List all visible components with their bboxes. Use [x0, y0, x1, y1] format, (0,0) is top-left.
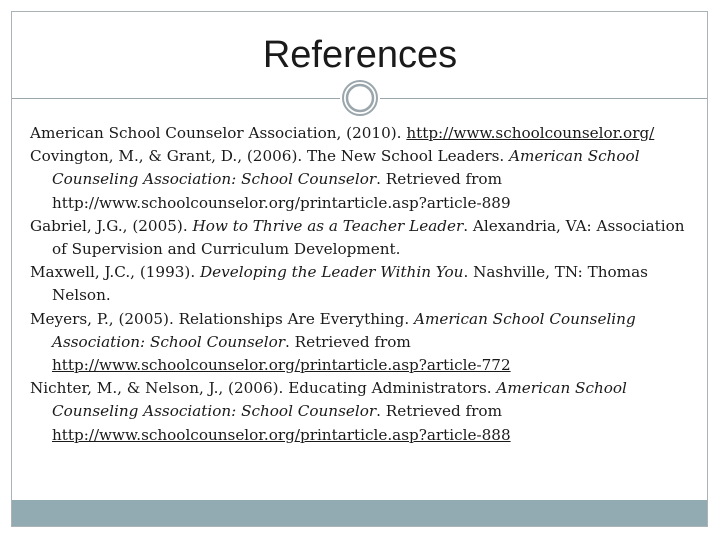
reference-item: Nichter, M., & Nelson, J., (2006). Educating Administrators. American School Counseling Association: School Counselor. Retrieved from http://www.schoolcounselor.org/printarticle.asp?article-888 — [30, 379, 627, 444]
title-divider-right — [380, 98, 707, 99]
reference-link[interactable]: http://www.schoolcounselor.org/printarticle.asp?article-888 — [52, 425, 511, 444]
title-divider-left — [12, 98, 340, 99]
reference-link[interactable]: http://www.schoolcounselor.org/ — [406, 124, 655, 142]
reference-link[interactable]: http://www.schoolcounselor.org/printarticle.asp?article-772 — [52, 356, 511, 375]
reference-item: Maxwell, J.C., (1993). Developing the Leader Within You. Nashville, TN: Thomas Nelson. — [30, 263, 648, 305]
page-title: References — [262, 34, 458, 76]
reference-item: Meyers, P., (2005). Relationships Are Everything. American School Counseling Association: School Counselor. Retrieved from http://www.schoolcounselor.org/printarticle.asp?article-772 — [30, 309, 636, 375]
reference-item: American School Counselor Association, (2010). http://www.schoolcounselor.org/ — [30, 124, 655, 142]
reference-item: Gabriel, J.G., (2005). How to Thrive as a Teacher Leader. Alexandria, VA: Association of Supervision and Curriculum Development. — [30, 216, 685, 259]
reference-item: Covington, M., & Grant, D., (2006). The New School Leaders. American School Counseling Association: School Counselor. Retrieved from http://www.schoolcounselor.org/printarticle.asp?article-889 — [30, 147, 640, 212]
reference-list — [30, 122, 700, 447]
footer-bar — [12, 500, 707, 526]
circle-ornament-icon — [340, 78, 380, 118]
